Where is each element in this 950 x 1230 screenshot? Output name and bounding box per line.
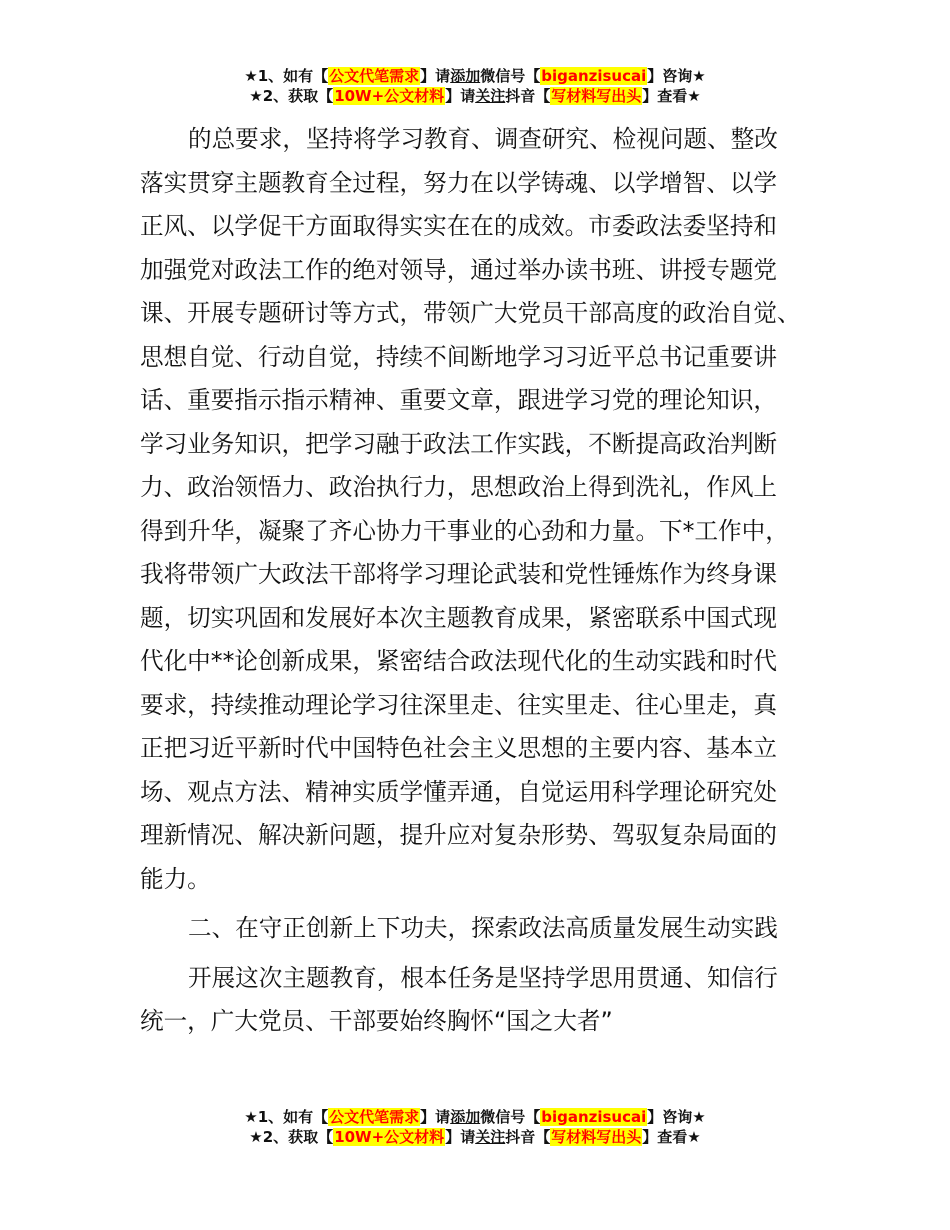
banner-text: ★2、获取【 <box>249 87 334 105</box>
paragraph-line: 题，切实巩固和发展好本次主题教育成果，紧密联系中国式现 <box>140 603 778 632</box>
banner-line-2 <box>0 86 950 106</box>
section-heading: 二、在守正创新上下功夫，探索政法高质量发展生动实践 <box>188 914 778 942</box>
highlight-text: 10W+公文材料 <box>334 1128 445 1146</box>
douyin-id-highlight: 写材料写出头 <box>551 87 642 105</box>
paragraph-line: 加强党对政法工作的绝对领导，通过举办读书班、讲授专题党 <box>140 255 778 284</box>
paragraph-line: 的总要求，坚持将学习教育、调查研究、检视问题、整改 <box>188 125 778 153</box>
underlined-text: 添加 <box>450 1108 481 1126</box>
banner-text: 】查看★ <box>642 1128 701 1146</box>
banner-text: 】请 <box>445 1128 476 1146</box>
paragraph-line: 正把习近平新时代中国特色社会主义思想的主要内容、基本立 <box>140 734 778 762</box>
banner-text: 】咨询★ <box>647 67 706 85</box>
banner-text: 】请 <box>420 67 451 85</box>
underlined-text: 关注 <box>475 1128 506 1146</box>
highlight-text: 公文代笔需求 <box>329 1108 420 1126</box>
banner-text: ★1、如有【 <box>244 67 329 85</box>
banner-line-2 <box>0 1127 950 1147</box>
banner-line-1 <box>0 66 950 86</box>
paragraph-line: 代化中**论创新成果，紧密结合政法现代化的生动实践和时代 <box>140 647 778 675</box>
banner-text: 微信号【 <box>480 1108 541 1126</box>
douyin-id-highlight: 写材料写出头 <box>551 1128 642 1146</box>
header-banner <box>0 66 950 106</box>
highlight-text: 公文代笔需求 <box>329 67 420 85</box>
highlight-text: 10W+公文材料 <box>334 87 445 105</box>
paragraph-line: 统一，广大党员、干部要始终胸怀“国之大者” <box>140 1007 613 1035</box>
banner-line-1 <box>0 1107 950 1127</box>
paragraph-line: 学习业务知识，把学习融于政法工作实践，不断提高政治判断 <box>140 429 778 458</box>
paragraph-line: 课、开展专题研讨等方式，带领广大党员干部高度的政治自觉、 <box>140 299 801 327</box>
banner-text: ★1、如有【 <box>244 1108 329 1126</box>
paragraph-line: 场、观点方法、精神实质学懂弄通，自觉运用科学理论研究处 <box>140 777 778 806</box>
wechat-id-highlight: biganzisucai <box>541 1108 647 1126</box>
footer-banner <box>0 1107 950 1147</box>
document-body <box>140 118 830 1044</box>
banner-text: 抖音【 <box>505 87 551 105</box>
wechat-id-highlight: biganzisucai <box>541 67 647 85</box>
paragraph-line: 要求，持续推动理论学习往深里走、往实里走、往心里走，真 <box>140 690 778 719</box>
banner-text: ★2、获取【 <box>249 1128 334 1146</box>
paragraph-line: 话、重要指示指示精神、重要文章，跟进学习党的理论知识， <box>140 386 778 414</box>
banner-text: 】咨询★ <box>647 1108 706 1126</box>
banner-text: 】请 <box>420 1108 451 1126</box>
banner-text: 】查看★ <box>642 87 701 105</box>
banner-text: 微信号【 <box>480 67 541 85</box>
paragraph-line: 能力。 <box>140 864 211 893</box>
paragraph-line: 思想自觉、行动自觉，持续不间断地学习习近平总书记重要讲 <box>140 342 778 371</box>
paragraph-line: 得到升华，凝聚了齐心协力干事业的心劲和力量。下*工作中， <box>140 516 789 545</box>
banner-text: 】请 <box>445 87 476 105</box>
paragraph-line: 我将带领广大政法干部将学习理论武装和党性锤炼作为终身课 <box>140 560 778 588</box>
paragraph-line: 正风、以学促干方面取得实实在在的成效。市委政法委坚持和 <box>140 212 778 240</box>
paragraph-line: 落实贯穿主题教育全过程，努力在以学铸魂、以学增智、以学 <box>140 168 778 197</box>
underlined-text: 关注 <box>475 87 506 105</box>
paragraph-line: 理新情况、解决新问题，提升应对复杂形势、驾驭复杂局面的 <box>140 821 778 849</box>
paragraph-line: 开展这次主题教育，根本任务是坚持学思用贯通、知信行 <box>188 963 778 992</box>
banner-text: 抖音【 <box>505 1128 551 1146</box>
paragraph-line: 力、政治领悟力、政治执行力，思想政治上得到洗礼，作风上 <box>140 473 778 501</box>
underlined-text: 添加 <box>450 67 481 85</box>
